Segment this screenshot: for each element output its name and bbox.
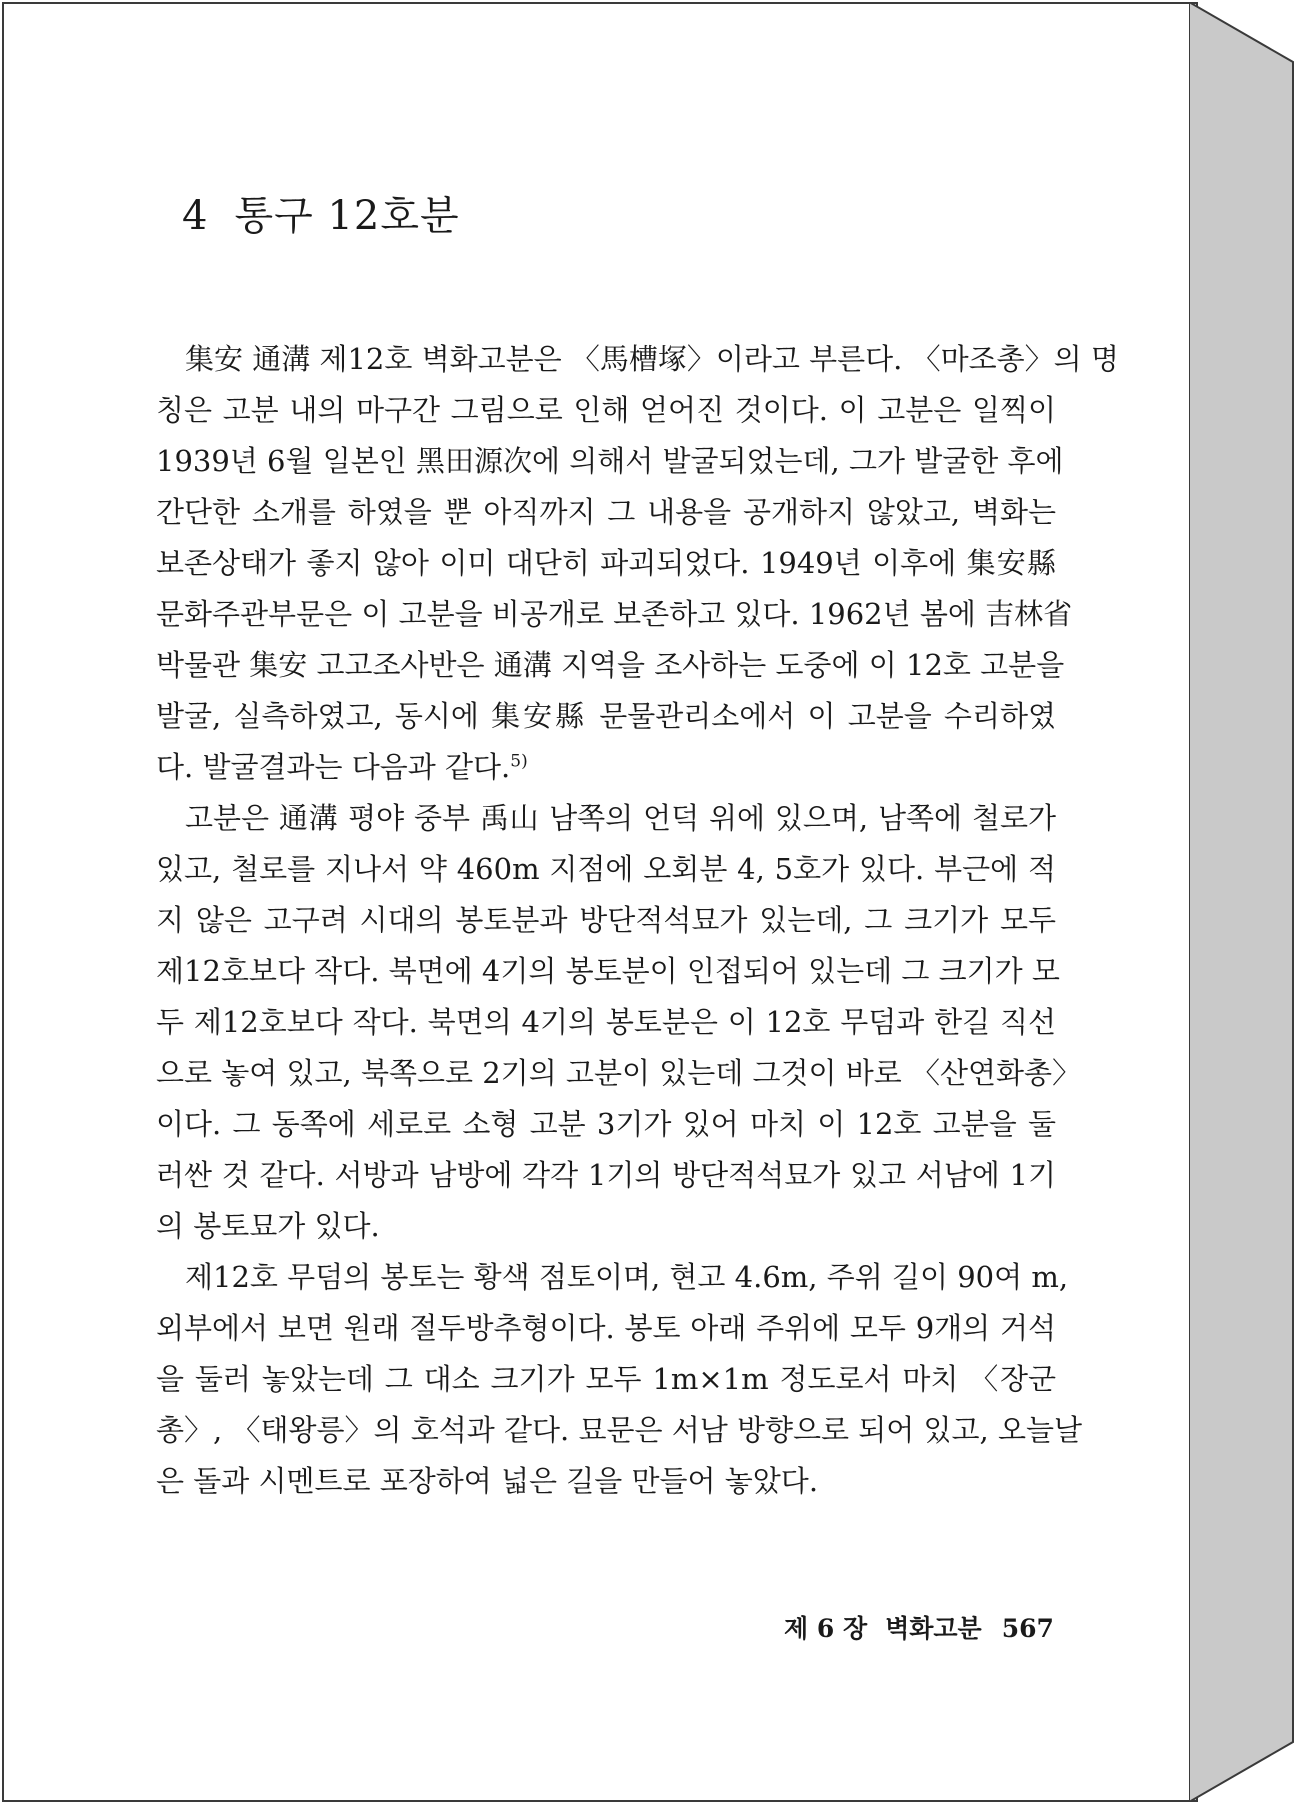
text-line: 고분은 通溝 평야 중부 禹山 남쪽의 언덕 위에 있으며, 남쪽에 철로가 (185, 801, 1056, 835)
text-line: 은 돌과 시멘트로 포장하여 넓은 길을 만들어 놓았다. (156, 1464, 819, 1498)
text-line: 두 제12호보다 작다. 북면의 4기의 봉토분은 이 12호 무덤과 한길 직선 (156, 1005, 1056, 1039)
text-line: 칭은 고분 내의 마구간 그림으로 인해 얻어진 것이다. 이 고분은 일찍이 (156, 393, 1056, 427)
running-footer (784, 1609, 1054, 1645)
text-line: 으로 놓여 있고, 북쪽으로 2기의 고분이 있는데 그것이 바로 〈산연화총〉 (156, 1056, 1082, 1090)
section-title: 통구 12호분 (234, 193, 460, 239)
footer-chapter: 제 6 장 (784, 1614, 868, 1643)
text-line: 集安 通溝 제12호 벽화고분은 〈馬槽塚〉이라고 부른다. 〈마조총〉의 명 (185, 342, 1119, 376)
text-line: 지 않은 고구려 시대의 봉토분과 방단적석묘가 있는데, 그 크기가 모두 (156, 903, 1056, 937)
text-line: 총〉, 〈태왕릉〉의 호석과 같다. 묘문은 서남 방향으로 되어 있고, 오늘날 (156, 1413, 1082, 1447)
paragraph-2 (156, 793, 1082, 1252)
footnote-marker: 5) (510, 751, 528, 772)
page-content (4, 4, 1196, 1800)
body-text (156, 334, 1119, 1507)
paragraph-1 (156, 334, 1119, 793)
book-page (2, 2, 1198, 1802)
text-line: 보존상태가 좋지 않아 이미 대단히 파괴되었다. 1949년 이후에 集安縣 (156, 546, 1056, 580)
text-line-content: 다. 발굴결과는 다음과 같다. (156, 750, 511, 784)
text-line: 러싼 것 같다. 서방과 남방에 각각 1기의 방단적석묘가 있고 서남에 1기 (156, 1158, 1056, 1192)
text-line: 박물관 集安 고고조사반은 通溝 지역을 조사하는 도중에 이 12호 고분을 (156, 648, 1065, 682)
footer-section: 벽화고분 (885, 1614, 982, 1643)
text-line: 의 봉토묘가 있다. (156, 1209, 380, 1243)
text-line: 제12호 무덤의 봉토는 황색 점토이며, 현고 4.6m, 주위 길이 90여 m, (185, 1260, 1069, 1294)
text-line: 있고, 철로를 지나서 약 460m 지점에 오회분 4, 5호가 있다. 부근에 적 (156, 852, 1056, 886)
text-line: 1939년 6월 일본인 黑田源次에 의해서 발굴되었는데, 그가 발굴한 후에 (156, 444, 1064, 478)
text-line: 을 둘러 놓았는데 그 대소 크기가 모두 1m×1m 정도로서 마치 〈장군 (156, 1362, 1056, 1396)
text-line: 발굴, 실측하였고, 동시에 集安縣 문물관리소에서 이 고분을 수리하였 (156, 699, 1056, 733)
text-line: 외부에서 보면 원래 절두방추형이다. 봉토 아래 주위에 모두 9개의 거석 (156, 1311, 1056, 1345)
section-number: 4 (182, 193, 209, 239)
text-line: 문화주관부문은 이 고분을 비공개로 보존하고 있다. 1962년 봄에 吉林省 (156, 597, 1073, 631)
text-line: 간단한 소개를 하였을 뿐 아직까지 그 내용을 공개하지 않았고, 벽화는 (156, 495, 1056, 529)
page-number: 567 (1001, 1614, 1054, 1643)
text-line (156, 742, 1056, 793)
book-spine (1189, 2, 1297, 1802)
paragraph-3 (156, 1252, 1082, 1507)
section-heading (182, 184, 460, 241)
text-line: 제12호보다 작다. 북면에 4기의 봉토분이 인접되어 있는데 그 크기가 모 (156, 954, 1060, 988)
book-spine-face (1189, 2, 1293, 1802)
text-line: 이다. 그 동쪽에 세로로 소형 고분 3기가 있어 마치 이 12호 고분을 둘 (156, 1107, 1056, 1141)
